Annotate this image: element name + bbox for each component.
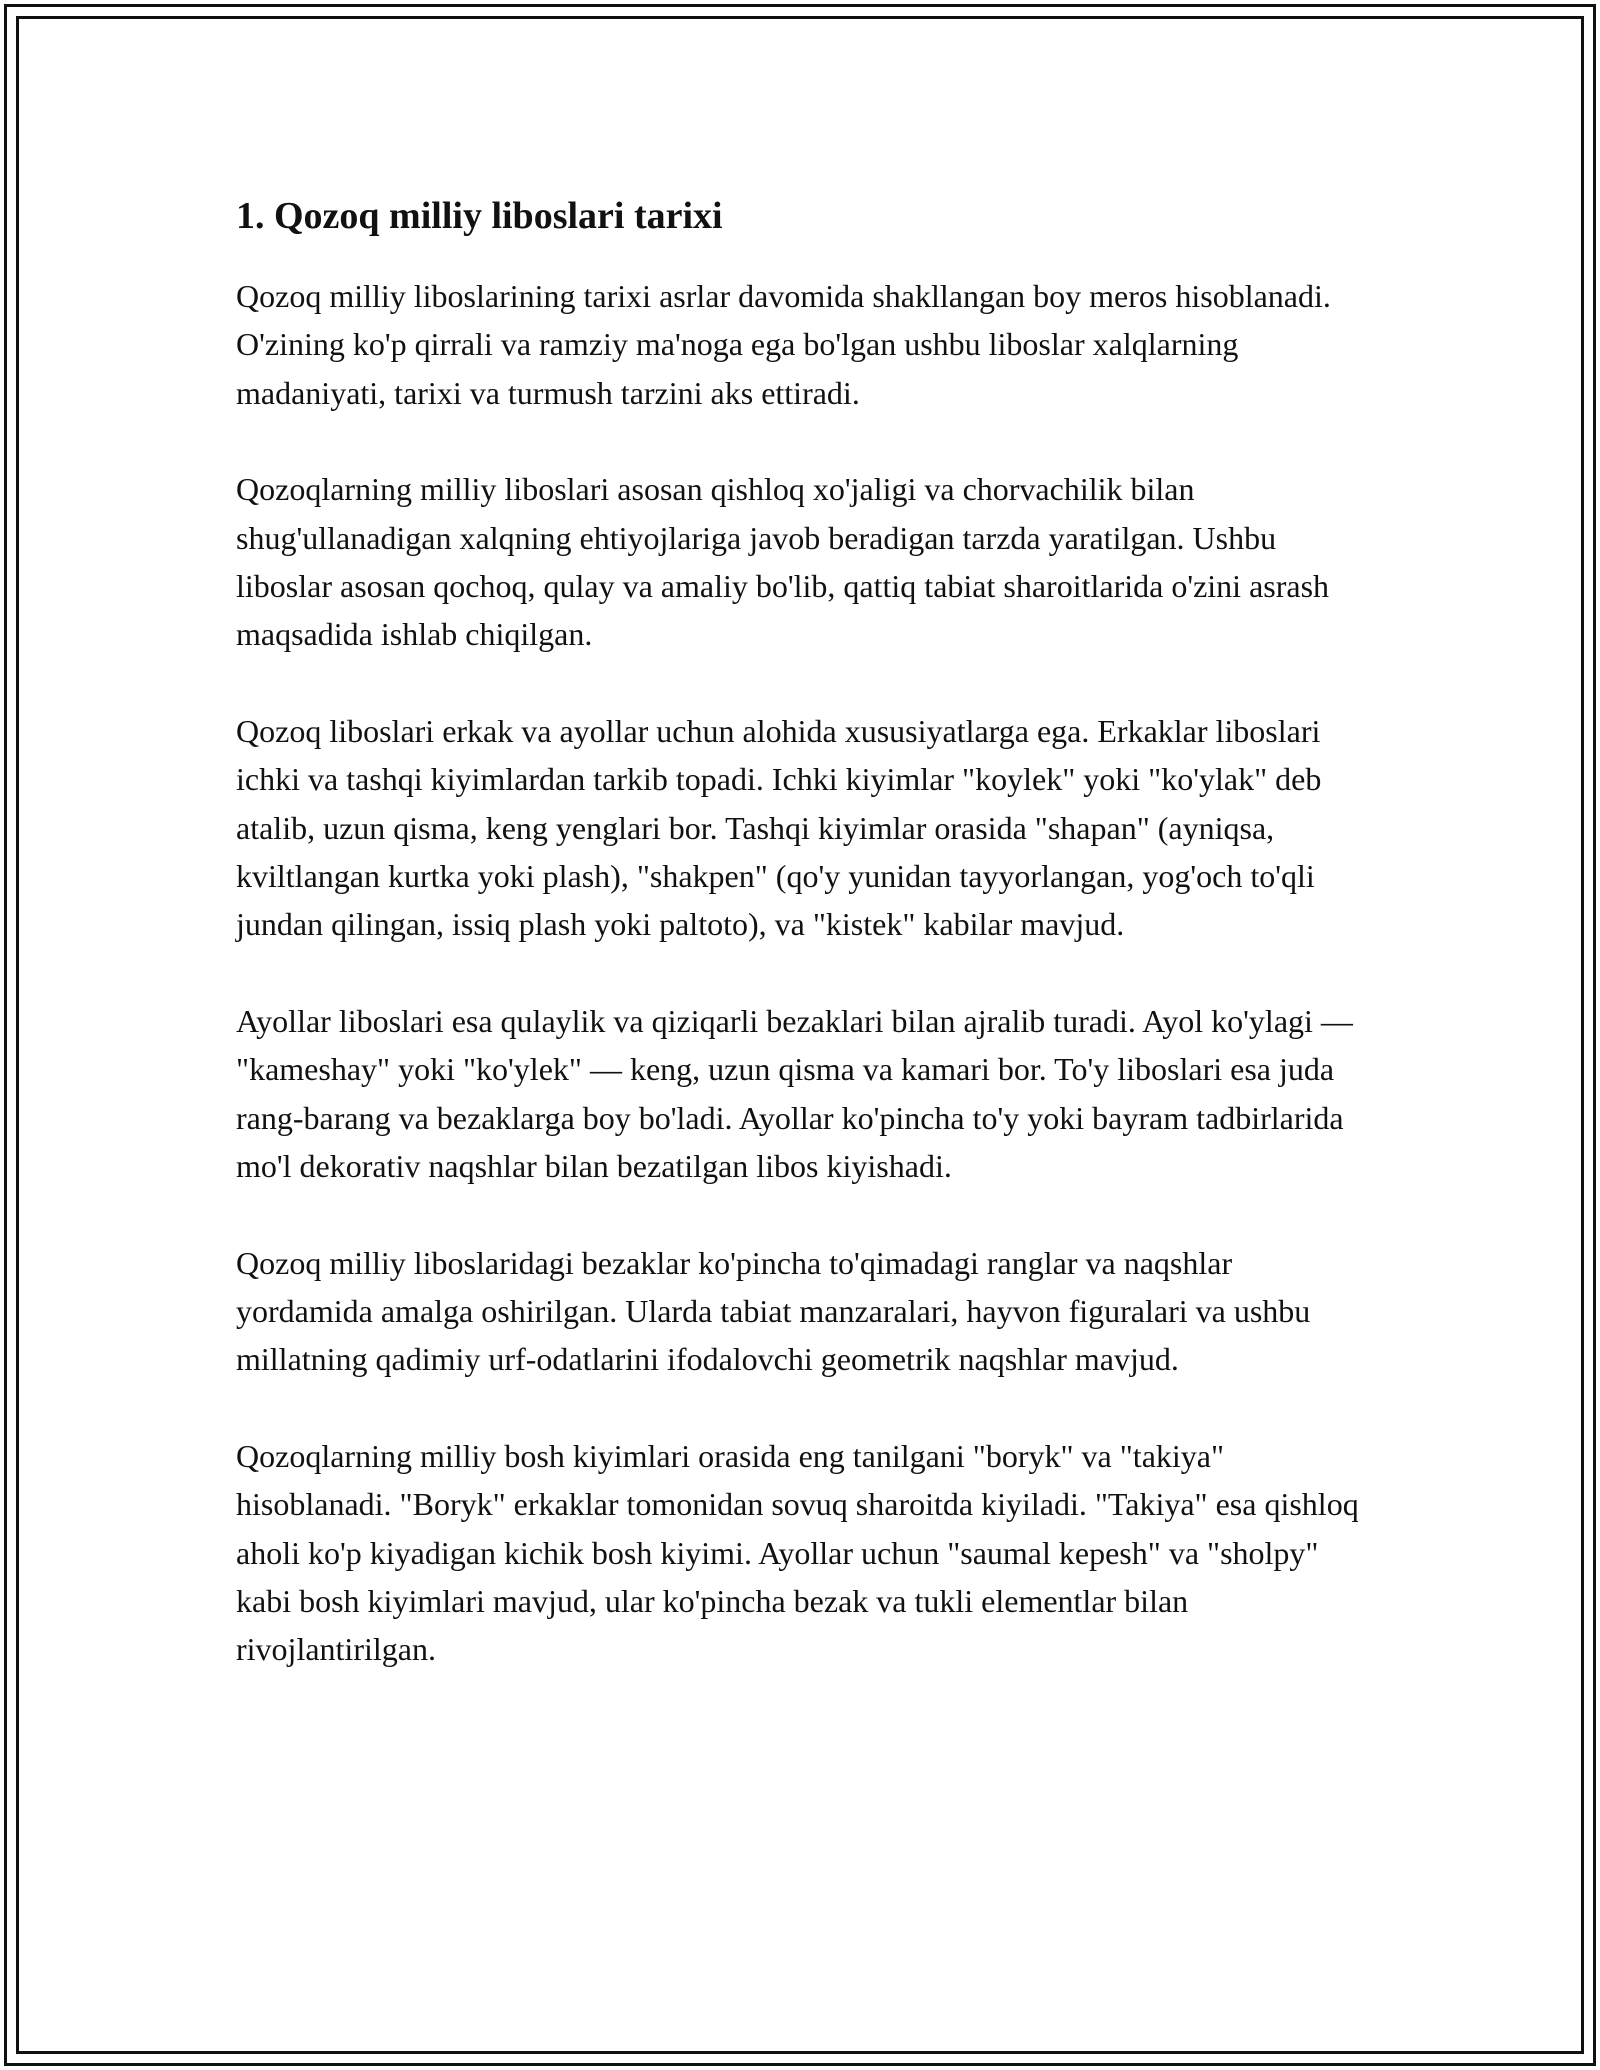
document-body — [236, 188, 1376, 1722]
paragraph-ornaments: Qozoq milliy liboslaridagi bezaklar ko'pincha to'qimadagi ranglar va naqshlar yordamida amalga oshirilgan. Ularda tabiat manzaralari, hayvon figuralari va ushbu millatning qadimiy urf-odatlarini ifodalovchi geometrik naqshlar mavjud. — [236, 1244, 1311, 1378]
paragraph-womens-clothing: Ayollar liboslari esa qulaylik va qiziqarli bezaklari bilan ajralib turadi. Ayol ko'ylagi — "kameshay" yoki "ko'ylek" — keng, uzun qisma va kamari bor. To'y liboslari esa juda rang-barang va bezaklarga boy bo'ladi. Ayollar ko'pincha to'y yoki bayram tadbirlarida mo'l dekorativ naqshlar bilan bezatilgan libos kiyishadi. — [236, 1002, 1353, 1185]
section-title: 1. Qozoq milliy liboslari tarixi — [236, 195, 723, 237]
paragraph-headwear: Qozoqlarning milliy bosh kiyimlari orasida eng tanilgani "boryk" va "takiya" hisoblanadi. "Boryk" erkaklar tomonidan sovuq sharoitda kiyiladi. "Takiya" esa qishloq aholi ko'p kiyadigan kichik bosh kiyimi. Ayollar uchun "saumal kepesh" va "sholpy" kabi bosh kiyimlari mavjud, ular ko'pincha bezak va tukli elementlar bilan rivojlantirilgan. — [236, 1437, 1359, 1668]
paragraph-history-intro: Qozoq milliy liboslarining tarixi asrlar davomida shakllangan boy meros hisoblanadi. O'zining ko'p qirrali va ramziy ma'noga ega bo'lgan ushbu liboslar xalqlarning madaniyati, tarixi va turmush tarzini aks ettiradi. — [236, 278, 1331, 411]
paragraph-mens-clothing: Qozoq liboslari erkak va ayollar uchun alohida xususiyatlarga ega. Erkaklar liboslari ichki va tashqi kiyimlardan tarkib topadi. Ichki kiyimlar "koylek" yoki "ko'ylak" deb atalib, uzun qisma, keng yenglari bor. Tashqi kiyimlar orasida "shapan" (ayniqsa, kviltlangan kurtka yoki plash), "shakpen" (qo'y yunidan tayyorlangan, yog'och to'qli jundan qilingan, issiq plash yoki paltoto), va "kistek" kabilar mavjud. — [236, 712, 1322, 943]
paragraph-purpose: Qozoqlarning milliy liboslari asosan qishloq xo'jaligi va chorvachilik bilan shug'ullanadigan xalqning ehtiyojlariga javob beradigan tarzda yaratilgan. Ushbu liboslar asosan qochoq, qulay va amaliy bo'lib, qattiq tabiat sharoitlarida o'zini asrash maqsadida ishlab chiqilgan. — [236, 471, 1330, 653]
